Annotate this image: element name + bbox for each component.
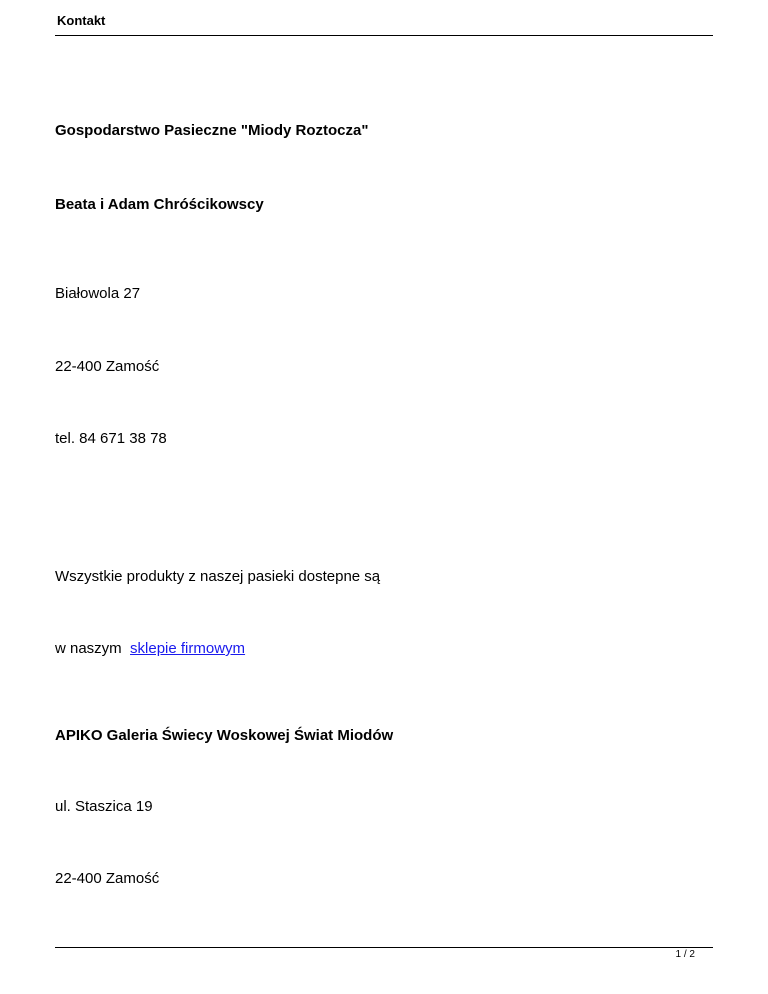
shop-line [55, 640, 245, 657]
address-street: Białowola 27 [55, 285, 141, 302]
gallery-name: APIKO Galeria Świecy Woskowej Świat Miodów [55, 727, 394, 744]
gallery-street: ul. Staszica 19 [55, 798, 153, 815]
gallery-city: 22-400 Zamość [55, 870, 160, 887]
address-city: 22-400 Zamość [55, 358, 160, 375]
phone-number: tel. 84 671 38 78 [55, 430, 167, 447]
footer-divider [55, 947, 713, 948]
header-divider [55, 35, 713, 36]
shop-prefix-text: w naszym [55, 640, 122, 657]
company-name: Gospodarstwo Pasieczne "Miody Roztocza" [55, 122, 369, 139]
shop-link[interactable]: sklepie firmowym [130, 640, 246, 657]
products-text: Wszystkie produkty z naszej pasieki dostepne są [55, 568, 381, 585]
owners-name: Beata i Adam Chróścikowscy [55, 196, 264, 213]
page-number: 1 / 2 [675, 949, 695, 960]
page-header-title: Kontakt [57, 13, 106, 28]
